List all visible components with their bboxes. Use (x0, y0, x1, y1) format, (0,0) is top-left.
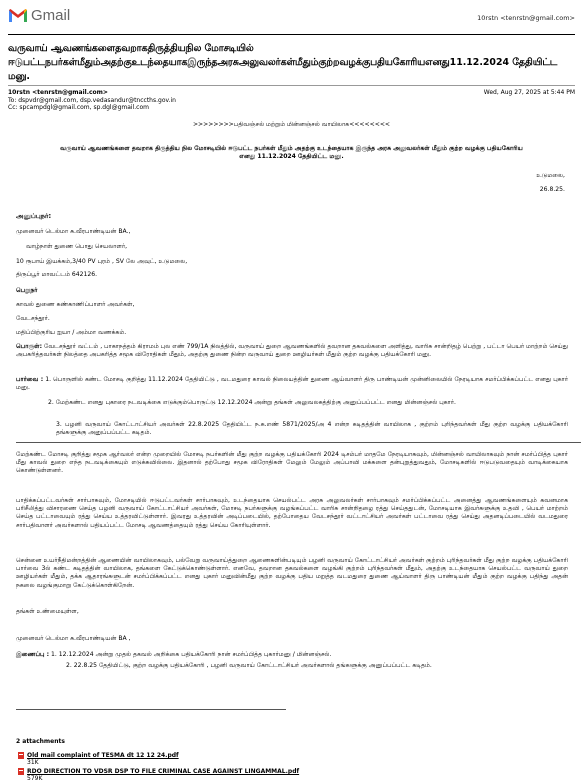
reference-1 (16, 376, 568, 392)
email-date: Wed, Aug 27, 2025 at 5:44 PM (483, 89, 575, 96)
recipient-line-1: காவல் துணை கண்காணிப்பாளர் அவர்கள், (16, 301, 135, 308)
subject-paragraph (16, 343, 568, 359)
account-label: 10rstn <tenrstn@gmail.com> (477, 14, 575, 22)
forwarded-marker: >>>>>>>>பதிவஞ்சல் மற்றும் மின்னஞ்சல் வாயிலாக<<<<<<<< (192, 121, 391, 128)
gmail-wordmark: Gmail (31, 7, 71, 24)
reference-label: பார்வை : (16, 376, 44, 383)
recipient-title: பெறுநர் (16, 287, 38, 294)
letter-place: உடுமலை, (536, 172, 565, 179)
reference-2: 2. மேற்கண்ட எனது புகாரை நடவடிக்கை எடுக்கும்பொருட்டு 12.12.2024 அன்று தங்கள் அலுவலகத்திற்கு அனுப்பப்பட்ட எனது மின்னஞ்சல் புகார். (48, 399, 456, 406)
attachments-divider (16, 709, 286, 710)
sender-line-2: வாழ்நாள் துணை பொது செயலாளர், (26, 243, 128, 250)
attachment-size: 31K (27, 759, 39, 766)
email-sender: 10rstn <tenrstn@gmail.com> (8, 89, 108, 96)
header-divider (8, 34, 575, 35)
enclosure-label: இணைப்பு : (16, 651, 50, 658)
enclosure-2: 2. 22.8.25 தேதியிட்டு, குற்ற வழக்கு பதியக்கோரி , பழனி வருவாய் கோட்டாட்சியர் அவர்களால் தங்களுக்கு அனுப்பப்பட்ட கடிதம். (66, 662, 432, 669)
closing-line: தங்கள் உண்மையுள்ள, (16, 608, 79, 615)
attachments-title: 2 attachments (16, 738, 65, 745)
signature: முனைவர் டெல்மா சு.வீரபாண்டியன் BA , (16, 635, 131, 642)
subject-label: பொருள்: (16, 343, 43, 350)
attachment-name[interactable]: Old mail complaint of TESMA dt 12 12 24.pdf (27, 752, 179, 759)
email-subject: வருவாய் ஆவணங்களைதவறாகதிருத்தியநில மோசடியில் ஈடுபட்டநபர்கள்மீதும்அதற்குஉடந்தையாகஇருந்தஅரசுஅலுவலர்கள்மீதும்குற்றவழக்குபதியகோரியஎனது11.12.2024 தேதியிட்ட மனு. (8, 43, 558, 82)
subject-text: வேடசந்தூர் வட்டம் , பாகாநத்தம் கிராமம் புல எண் 799/1A நிலத்தில், வருவாய் துறை ஆவணங்களில் தவறான தகவல்களை அளித்து, வாரிசு சான்றிதழ் பெற்று , பட்டா பெயர் மாற்றம் செய்து அபகரித்தவர்கள் நிலத்தை அபகரித்த சமூக விரோதிகள் மீதும், அதற்கு துணை நின்ற வருவாய் துறை ஊழியர்கள் மீதும் குற்ற வழக்கு பதியக்கோரி மனு. (16, 343, 568, 359)
recipient-line-2: வேடசந்தூர். (16, 315, 50, 322)
reference-3: 3. பழனி வருவாய் கோட்டாட்சியர் அவர்கள் 22.8.2025 தேதியிட்ட ந.க.எண் 5871/2025/அ 4 என்ற கடிதத்தின் வாயிலாக , குற்றம் புரிந்தவர்கள் மீது குற்ற வழக்கு பதியக்கோரி தங்களுக்கு அனுப்பப்பட்ட கடிதம். (56, 421, 568, 437)
sender-line-4: திருப்பூர் மாவட்டம் 642126. (16, 271, 98, 278)
enclosure-1-text: 1. 12.12.2024 அன்று முதல் தகவல் அறிக்கை பதியக்கோரி நான் சமர்ப்பித்த புகார்மனு / மின்னஞ்சல். (51, 651, 332, 658)
body-divider-1 (16, 442, 581, 443)
pdf-file-icon (18, 768, 24, 775)
attachment-item[interactable] (18, 768, 299, 782)
gmail-header (0, 0, 583, 34)
attachment-item[interactable] (18, 752, 179, 766)
paragraph-1: மேற்கண்ட மோசடி குறித்து சமூக ஆர்வலர் என்ற முறையில் மோசடி நபர்களின் மீது குற்ற வழக்கு பதியக்கோரி 2024 டிசம்பர் மாதமே நேரடியாகவும், மின்னஞ்சல் வாயிலாகவும் நான் சமர்ப்பித்த புகார் மீது காவல் துறை எந்த நடவடிக்கையும் எடுக்கவில்லை. இதனால் தற்போது சமூக விரோதிகள் மேலும் மேலும் அப்பாவி மக்களை தன்புறுத்துவதும், மோசடிகளில் ஈடுபடுவதையும் வாடிக்கையாக கொண்டுள்ளனர். (16, 451, 568, 475)
reference-1-text: 1. பொருளில் கண்ட மோசடி குறித்து 11.12.2024 தேதியிட்டு , வடமதுரை காவல் நிலையத்தின் துணை ஆய்வாளர் திரு பாண்டியன் முன்னிலையில் நேரடியாக சமர்ப்பிக்கப்பட்ட எனது புகார் மனு. (16, 376, 569, 392)
sender-title: அனுப்புநர்: (16, 212, 52, 220)
sender-line-3: 10 ரூபாய் இயக்கம்,3/40 PV புரம் , SV லே அவுட், உடுமலை, (16, 258, 188, 265)
email-recipients: To: dspvdr@gmail.com, dsp.vedasandur@tnccths.gov.in (8, 97, 176, 104)
email-cc: Cc: spcampdgl@gmail.com, sp.dgl@gmail.com (8, 104, 149, 111)
gmail-logo (8, 7, 70, 24)
subject-divider (8, 85, 575, 86)
sender-line-1: முனைவர் டெல்மா சு.வீரபாண்டியன் BA., (16, 228, 131, 235)
pdf-file-icon (18, 752, 24, 759)
letter-date: 26.8.25. (539, 186, 565, 193)
paragraph-3: சென்னை உயர்நீதிமன்றத்தின் ஆணையின் வாயிலாகவும், பல்வேறு வருவாய்த்துறை ஆணைகளின்படியும் பழனி வருவாய் கோட்டாட்சியர் அவர்கள் குற்றம் புரிந்தவர்கள் மீது குற்ற வழக்கு பதியக்கோரி பார்வை 3ல் கண்ட கடிதத்தின் வாயிலாக, தங்களை கேட்டுக்கொண்டுள்ளார். எனவே, தவறான தகவல்களை வழங்கி குற்றம் புரிந்தவர்கள் மீதும், அதற்கு உடந்தையாக செயல்பட்ட வருவாய் துறை ஊழியர்கள் மீதும், தக்க ஆதாரங்களுடன் சமர்ப்பிக்கப்பட்ட எனது புகார் மனுவின்மீது குற்ற வழக்கு பதிய மறுத்த வடமதுரை துணை ஆய்வாளர் திரு பாண்டியன் மீதும் குற்ற வழக்கு பதிந்து அதன் நகலை வழங்குமாறு கேட்டுக்கொள்கிறேன். (16, 557, 568, 589)
gmail-envelope-icon (8, 8, 28, 23)
paragraph-2: பாதிக்கப்பட்டவர்கள் சார்பாகவும், மோசடியில் ஈடுபட்டவர்கள் சார்பாகவும், உடந்தையாக செயல்பட்ட அரசு அலுவலர்கள் சார்பாகவும் சமர்ப்பிக்கப்பட்ட அனைத்து ஆவணங்களையும் கவனமாக பரிசீலித்து விசாரணை செய்த பழனி வருவாய் கோட்டாட்சியர் அவர்கள், மோசடி நபர்களுக்கு வழங்கப்பட்ட வாரிசு சான்றிதழை ரத்து செய்ததுடன், மோசடியாக இவர்களுக்கு உதவி , பெயர் மாற்றம் செய்த பட்டாவையும் ரத்து செய்ய உத்தரவிட்டுள்ளார். இவரது உத்தரவின் அடிப்படையில், தற்போதைய வேடசந்தூர் வட்டாட்சியர் அவர்கள் பட்டாவை ரத்து செய்து அதனடிப்படையில் வடமதுரை சார்பதிவாளர் அவர்களால் பதியப்பட்ட மோசடி ஆவணத்தையும் ரத்து செய்ய கோரியுள்ளார். (16, 497, 568, 529)
enclosure-1 (16, 651, 568, 659)
attachment-size: 579K (27, 775, 43, 782)
letter-heading: வருவாய் ஆவணங்களை தவறாக திருத்திய நில மோசடியில் ஈடுபட்ட நபர்கள் மீதும் அதற்கு உடந்தையாக இருந்த அரசு அலுவலர்கள் மீதும் குற்ற வழக்கு பதியகோரிய எனது 11.12.2024 தேதியிட்ட மனு. (60, 145, 523, 161)
attachment-name[interactable]: RDO DIRECTION TO VDSR DSP TO FILE CRIMINAL CASE AGAINST LINGAMMAL.pdf (27, 768, 300, 775)
recipient-line-3: மதிப்பிற்குரிய ஐயா / அம்மா வணக்கம். (16, 329, 127, 336)
